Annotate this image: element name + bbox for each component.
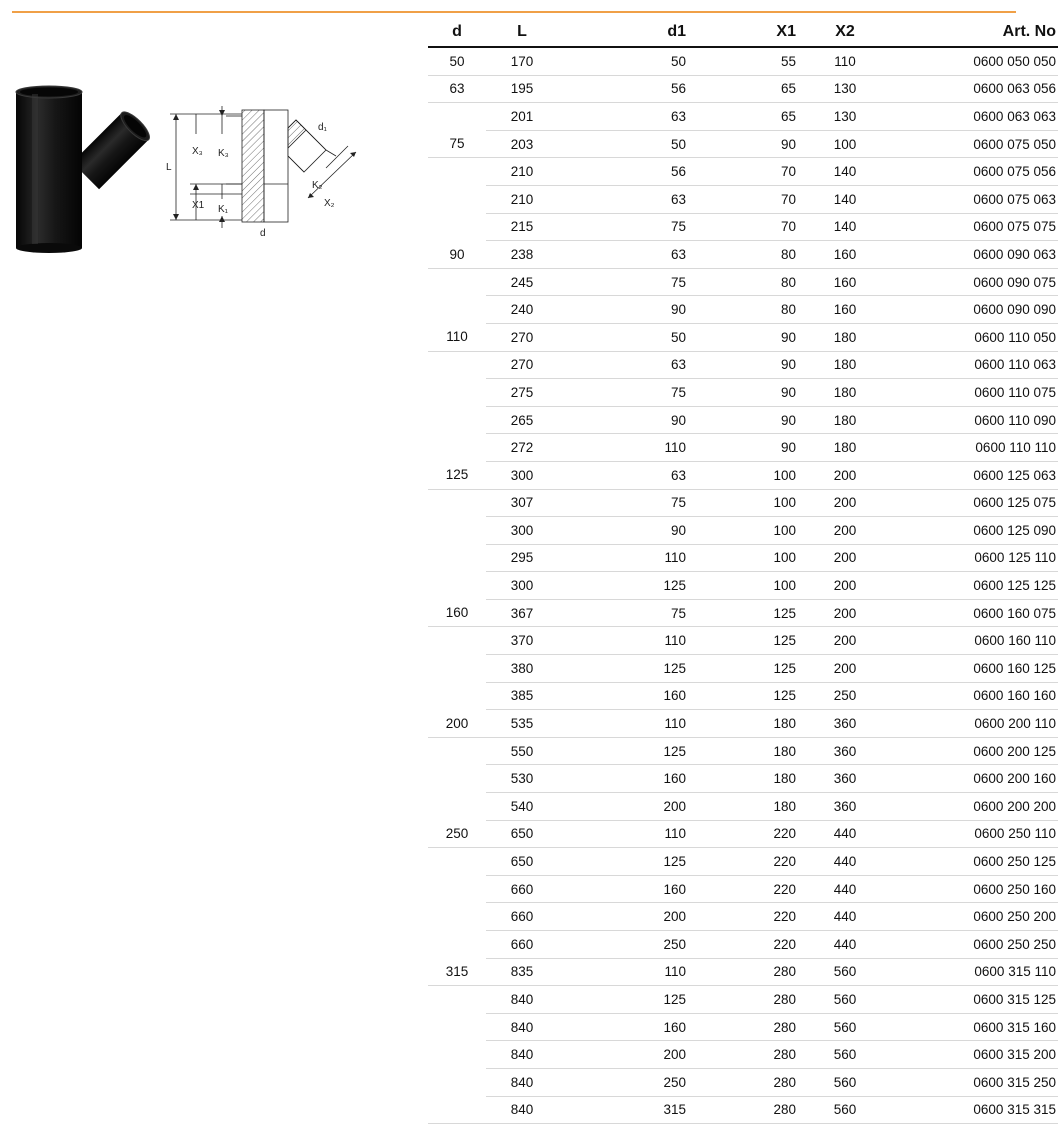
table-row — [428, 875, 1058, 903]
cell-l: 210 — [486, 158, 558, 186]
cell-d1: 315 — [558, 1096, 694, 1124]
cell-x1: 280 — [694, 1096, 810, 1124]
cell-art-no: 0600 160 075 — [880, 599, 1058, 627]
cell-d — [428, 793, 486, 821]
cell-x1: 90 — [694, 406, 810, 434]
column-header-x2: X2 — [810, 18, 880, 47]
cell-art-no: 0600 200 160 — [880, 765, 1058, 793]
cell-art-no: 0600 250 125 — [880, 848, 1058, 876]
cell-x2: 440 — [810, 820, 880, 848]
table-row — [428, 710, 1058, 738]
cell-d — [428, 379, 486, 407]
cell-l: 540 — [486, 793, 558, 821]
cell-d1: 200 — [558, 903, 694, 931]
table-row — [428, 1068, 1058, 1096]
cell-x2: 160 — [810, 241, 880, 269]
cell-d1: 110 — [558, 544, 694, 572]
cell-l: 295 — [486, 544, 558, 572]
cell-d: 160 — [428, 599, 486, 627]
cell-x1: 55 — [694, 47, 810, 75]
cell-l: 307 — [486, 489, 558, 517]
cell-l: 370 — [486, 627, 558, 655]
cell-x2: 360 — [810, 765, 880, 793]
cell-d1: 56 — [558, 158, 694, 186]
cell-d — [428, 489, 486, 517]
cell-d1: 160 — [558, 682, 694, 710]
cell-x1: 65 — [694, 75, 810, 103]
cell-x1: 220 — [694, 931, 810, 959]
cell-art-no: 0600 090 063 — [880, 241, 1058, 269]
cell-d: 200 — [428, 710, 486, 738]
cell-l: 840 — [486, 1013, 558, 1041]
cell-x2: 200 — [810, 544, 880, 572]
cell-x1: 125 — [694, 599, 810, 627]
table-row — [428, 379, 1058, 407]
table-row — [428, 599, 1058, 627]
cell-art-no: 0600 050 050 — [880, 47, 1058, 75]
cell-x1: 180 — [694, 793, 810, 821]
cell-x2: 440 — [810, 848, 880, 876]
table-row — [428, 903, 1058, 931]
cell-art-no: 0600 110 050 — [880, 323, 1058, 351]
cell-art-no: 0600 075 075 — [880, 213, 1058, 241]
cell-x2: 250 — [810, 682, 880, 710]
cell-d — [428, 185, 486, 213]
cell-x1: 90 — [694, 323, 810, 351]
cell-d — [428, 1041, 486, 1069]
cell-l: 660 — [486, 931, 558, 959]
column-header-d1: d1 — [558, 18, 694, 47]
table-row — [428, 296, 1058, 324]
cell-art-no: 0600 315 160 — [880, 1013, 1058, 1041]
cell-x1: 90 — [694, 434, 810, 462]
column-header-art-no: Art. No — [880, 18, 1058, 47]
table-row — [428, 958, 1058, 986]
cell-art-no: 0600 315 315 — [880, 1096, 1058, 1124]
cell-x2: 140 — [810, 185, 880, 213]
cell-x2: 110 — [810, 47, 880, 75]
cell-d1: 50 — [558, 130, 694, 158]
cell-x2: 200 — [810, 517, 880, 545]
cell-art-no: 0600 250 110 — [880, 820, 1058, 848]
y-branch-technical-drawing-icon — [166, 104, 366, 244]
cell-x2: 200 — [810, 489, 880, 517]
cell-art-no: 0600 250 160 — [880, 875, 1058, 903]
table-row — [428, 1041, 1058, 1069]
cell-art-no: 0600 200 110 — [880, 710, 1058, 738]
cell-d1: 200 — [558, 793, 694, 821]
cell-art-no: 0600 125 063 — [880, 461, 1058, 489]
cell-l: 840 — [486, 1096, 558, 1124]
table-row — [428, 158, 1058, 186]
cell-d1: 50 — [558, 323, 694, 351]
table-row — [428, 765, 1058, 793]
cell-d: 75 — [428, 130, 486, 158]
cell-x2: 160 — [810, 296, 880, 324]
cell-d: 125 — [428, 461, 486, 489]
cell-art-no: 0600 125 075 — [880, 489, 1058, 517]
table-row — [428, 323, 1058, 351]
drawing-label-d: d — [260, 228, 266, 239]
table-row — [428, 820, 1058, 848]
cell-art-no: 0600 075 050 — [880, 130, 1058, 158]
cell-d — [428, 848, 486, 876]
cell-x1: 280 — [694, 958, 810, 986]
cell-x2: 180 — [810, 379, 880, 407]
cell-x1: 280 — [694, 986, 810, 1014]
cell-art-no: 0600 090 090 — [880, 296, 1058, 324]
cell-x2: 440 — [810, 903, 880, 931]
cell-x2: 200 — [810, 655, 880, 683]
cell-d1: 160 — [558, 1013, 694, 1041]
table-row — [428, 47, 1058, 75]
cell-x1: 70 — [694, 158, 810, 186]
cell-d1: 125 — [558, 572, 694, 600]
cell-x1: 220 — [694, 848, 810, 876]
cell-l: 210 — [486, 185, 558, 213]
column-header-d: d — [428, 18, 486, 47]
drawing-label-x1: X1 — [192, 200, 205, 211]
drawing-label-x2: X₂ — [324, 198, 335, 209]
cell-d: 50 — [428, 47, 486, 75]
cell-l: 660 — [486, 875, 558, 903]
cell-l: 650 — [486, 848, 558, 876]
table-row — [428, 1096, 1058, 1124]
table-row — [428, 655, 1058, 683]
cell-d — [428, 296, 486, 324]
drawing-label-k3: K₃ — [218, 148, 229, 159]
table-row — [428, 572, 1058, 600]
cell-d — [428, 875, 486, 903]
cell-l: 170 — [486, 47, 558, 75]
cell-x2: 560 — [810, 958, 880, 986]
cell-art-no: 0600 125 125 — [880, 572, 1058, 600]
cell-d1: 110 — [558, 434, 694, 462]
cell-x2: 360 — [810, 793, 880, 821]
table-row — [428, 268, 1058, 296]
cell-l: 275 — [486, 379, 558, 407]
cell-d — [428, 986, 486, 1014]
cell-x1: 280 — [694, 1041, 810, 1069]
cell-d — [428, 213, 486, 241]
cell-d — [428, 737, 486, 765]
table-row — [428, 1013, 1058, 1041]
cell-l: 535 — [486, 710, 558, 738]
drawing-label-L: L — [166, 162, 172, 173]
cell-x1: 220 — [694, 875, 810, 903]
cell-d1: 75 — [558, 268, 694, 296]
cell-d — [428, 517, 486, 545]
cell-x1: 125 — [694, 655, 810, 683]
cell-x1: 100 — [694, 461, 810, 489]
cell-d — [428, 931, 486, 959]
cell-l: 530 — [486, 765, 558, 793]
cell-l: 840 — [486, 1068, 558, 1096]
cell-d1: 200 — [558, 1041, 694, 1069]
cell-l: 300 — [486, 517, 558, 545]
column-header-x1: X1 — [694, 18, 810, 47]
cell-x2: 440 — [810, 875, 880, 903]
cell-d1: 125 — [558, 986, 694, 1014]
cell-l: 203 — [486, 130, 558, 158]
cell-x1: 220 — [694, 903, 810, 931]
cell-x2: 200 — [810, 627, 880, 655]
cell-l: 238 — [486, 241, 558, 269]
cell-x2: 440 — [810, 931, 880, 959]
cell-x2: 140 — [810, 158, 880, 186]
table-row — [428, 75, 1058, 103]
cell-d1: 110 — [558, 958, 694, 986]
cell-art-no: 0600 063 063 — [880, 103, 1058, 131]
top-accent-rule — [12, 11, 1016, 13]
cell-l: 300 — [486, 572, 558, 600]
cell-d1: 63 — [558, 351, 694, 379]
y-branch-fitting-photo-icon — [12, 80, 144, 256]
cell-x1: 70 — [694, 185, 810, 213]
cell-d1: 110 — [558, 627, 694, 655]
cell-art-no: 0600 160 110 — [880, 627, 1058, 655]
cell-d — [428, 103, 486, 131]
cell-x2: 180 — [810, 406, 880, 434]
cell-d — [428, 655, 486, 683]
cell-d1: 125 — [558, 655, 694, 683]
cell-art-no: 0600 075 063 — [880, 185, 1058, 213]
cell-x1: 90 — [694, 351, 810, 379]
cell-x1: 65 — [694, 103, 810, 131]
cell-x1: 100 — [694, 517, 810, 545]
cell-d1: 110 — [558, 820, 694, 848]
drawing-label-d1: d₁ — [318, 122, 327, 133]
table-row — [428, 241, 1058, 269]
cell-x2: 140 — [810, 213, 880, 241]
cell-d — [428, 406, 486, 434]
cell-x2: 130 — [810, 103, 880, 131]
cell-d: 90 — [428, 241, 486, 269]
cell-d: 63 — [428, 75, 486, 103]
cell-d — [428, 351, 486, 379]
table-row — [428, 461, 1058, 489]
cell-l: 300 — [486, 461, 558, 489]
cell-x2: 180 — [810, 351, 880, 379]
cell-x1: 100 — [694, 544, 810, 572]
cell-l: 215 — [486, 213, 558, 241]
cell-d — [428, 1013, 486, 1041]
table-header-row — [428, 18, 1058, 47]
cell-d — [428, 544, 486, 572]
table-row — [428, 848, 1058, 876]
cell-d1: 63 — [558, 185, 694, 213]
cell-art-no: 0600 200 200 — [880, 793, 1058, 821]
cell-d1: 125 — [558, 737, 694, 765]
cell-x1: 280 — [694, 1013, 810, 1041]
cell-d1: 90 — [558, 517, 694, 545]
cell-d: 250 — [428, 820, 486, 848]
cell-d: 315 — [428, 958, 486, 986]
cell-x2: 130 — [810, 75, 880, 103]
cell-art-no: 0600 110 090 — [880, 406, 1058, 434]
cell-x2: 560 — [810, 1013, 880, 1041]
cell-l: 265 — [486, 406, 558, 434]
table-row — [428, 130, 1058, 158]
table-body — [428, 47, 1058, 1124]
cell-d1: 110 — [558, 710, 694, 738]
cell-x2: 180 — [810, 323, 880, 351]
cell-art-no: 0600 090 075 — [880, 268, 1058, 296]
cell-d1: 250 — [558, 931, 694, 959]
cell-l: 272 — [486, 434, 558, 462]
cell-l: 270 — [486, 323, 558, 351]
cell-d1: 56 — [558, 75, 694, 103]
cell-art-no: 0600 075 056 — [880, 158, 1058, 186]
cell-x2: 200 — [810, 461, 880, 489]
cell-art-no: 0600 315 250 — [880, 1068, 1058, 1096]
table-row — [428, 351, 1058, 379]
table-row — [428, 737, 1058, 765]
cell-x1: 180 — [694, 765, 810, 793]
table-row — [428, 793, 1058, 821]
column-header-l: L — [486, 18, 558, 47]
cell-d1: 75 — [558, 213, 694, 241]
cell-x2: 360 — [810, 710, 880, 738]
cell-x2: 180 — [810, 434, 880, 462]
table-row — [428, 213, 1058, 241]
cell-x2: 200 — [810, 572, 880, 600]
drawing-label-k1: K₁ — [218, 204, 229, 215]
table-row — [428, 931, 1058, 959]
cell-d — [428, 158, 486, 186]
cell-l: 245 — [486, 268, 558, 296]
cell-x1: 125 — [694, 682, 810, 710]
cell-d — [428, 627, 486, 655]
cell-art-no: 0600 315 125 — [880, 986, 1058, 1014]
cell-x2: 100 — [810, 130, 880, 158]
cell-d1: 75 — [558, 489, 694, 517]
cell-d1: 90 — [558, 406, 694, 434]
table-row — [428, 434, 1058, 462]
cell-x2: 560 — [810, 986, 880, 1014]
cell-art-no: 0600 315 200 — [880, 1041, 1058, 1069]
cell-l: 835 — [486, 958, 558, 986]
cell-x1: 100 — [694, 572, 810, 600]
cell-d1: 75 — [558, 599, 694, 627]
cell-l: 660 — [486, 903, 558, 931]
cell-d — [428, 268, 486, 296]
cell-d1: 250 — [558, 1068, 694, 1096]
drawing-label-x3: X₃ — [192, 146, 203, 157]
cell-d — [428, 434, 486, 462]
cell-art-no: 0600 250 200 — [880, 903, 1058, 931]
table-row — [428, 517, 1058, 545]
table-row — [428, 544, 1058, 572]
table-row — [428, 103, 1058, 131]
cell-d1: 50 — [558, 47, 694, 75]
cell-l: 367 — [486, 599, 558, 627]
cell-l: 550 — [486, 737, 558, 765]
cell-x2: 200 — [810, 599, 880, 627]
cell-l: 201 — [486, 103, 558, 131]
cell-art-no: 0600 125 090 — [880, 517, 1058, 545]
cell-x1: 125 — [694, 627, 810, 655]
cell-l: 195 — [486, 75, 558, 103]
table-row — [428, 986, 1058, 1014]
cell-l: 840 — [486, 986, 558, 1014]
table-row — [428, 185, 1058, 213]
cell-art-no: 0600 063 056 — [880, 75, 1058, 103]
dimensions-table — [428, 18, 1058, 1124]
table-row — [428, 489, 1058, 517]
cell-d — [428, 572, 486, 600]
table-row — [428, 627, 1058, 655]
cell-l: 650 — [486, 820, 558, 848]
cell-x1: 80 — [694, 296, 810, 324]
cell-d — [428, 1068, 486, 1096]
table-row — [428, 682, 1058, 710]
cell-d — [428, 765, 486, 793]
cell-art-no: 0600 110 063 — [880, 351, 1058, 379]
cell-d1: 125 — [558, 848, 694, 876]
cell-d1: 90 — [558, 296, 694, 324]
cell-art-no: 0600 110 075 — [880, 379, 1058, 407]
cell-x1: 80 — [694, 268, 810, 296]
cell-x1: 80 — [694, 241, 810, 269]
cell-x1: 280 — [694, 1068, 810, 1096]
cell-x1: 100 — [694, 489, 810, 517]
cell-art-no: 0600 160 160 — [880, 682, 1058, 710]
cell-d — [428, 1096, 486, 1124]
cell-art-no: 0600 250 250 — [880, 931, 1058, 959]
cell-art-no: 0600 200 125 — [880, 737, 1058, 765]
cell-x1: 220 — [694, 820, 810, 848]
cell-x1: 180 — [694, 737, 810, 765]
cell-d: 110 — [428, 323, 486, 351]
cell-x1: 90 — [694, 379, 810, 407]
cell-d1: 63 — [558, 103, 694, 131]
cell-art-no: 0600 315 110 — [880, 958, 1058, 986]
cell-d1: 160 — [558, 765, 694, 793]
table-row — [428, 406, 1058, 434]
cell-art-no: 0600 110 110 — [880, 434, 1058, 462]
cell-d — [428, 682, 486, 710]
cell-x1: 90 — [694, 130, 810, 158]
cell-d1: 75 — [558, 379, 694, 407]
cell-d1: 63 — [558, 461, 694, 489]
cell-d — [428, 903, 486, 931]
drawing-label-k2: K₂ — [312, 180, 323, 191]
cell-d1: 160 — [558, 875, 694, 903]
cell-x2: 360 — [810, 737, 880, 765]
cell-l: 380 — [486, 655, 558, 683]
cell-l: 270 — [486, 351, 558, 379]
cell-x2: 560 — [810, 1096, 880, 1124]
cell-x1: 70 — [694, 213, 810, 241]
cell-x2: 560 — [810, 1041, 880, 1069]
cell-d1: 63 — [558, 241, 694, 269]
cell-x1: 180 — [694, 710, 810, 738]
cell-l: 385 — [486, 682, 558, 710]
cell-x2: 560 — [810, 1068, 880, 1096]
cell-art-no: 0600 125 110 — [880, 544, 1058, 572]
cell-x2: 160 — [810, 268, 880, 296]
cell-l: 240 — [486, 296, 558, 324]
cell-art-no: 0600 160 125 — [880, 655, 1058, 683]
cell-l: 840 — [486, 1041, 558, 1069]
